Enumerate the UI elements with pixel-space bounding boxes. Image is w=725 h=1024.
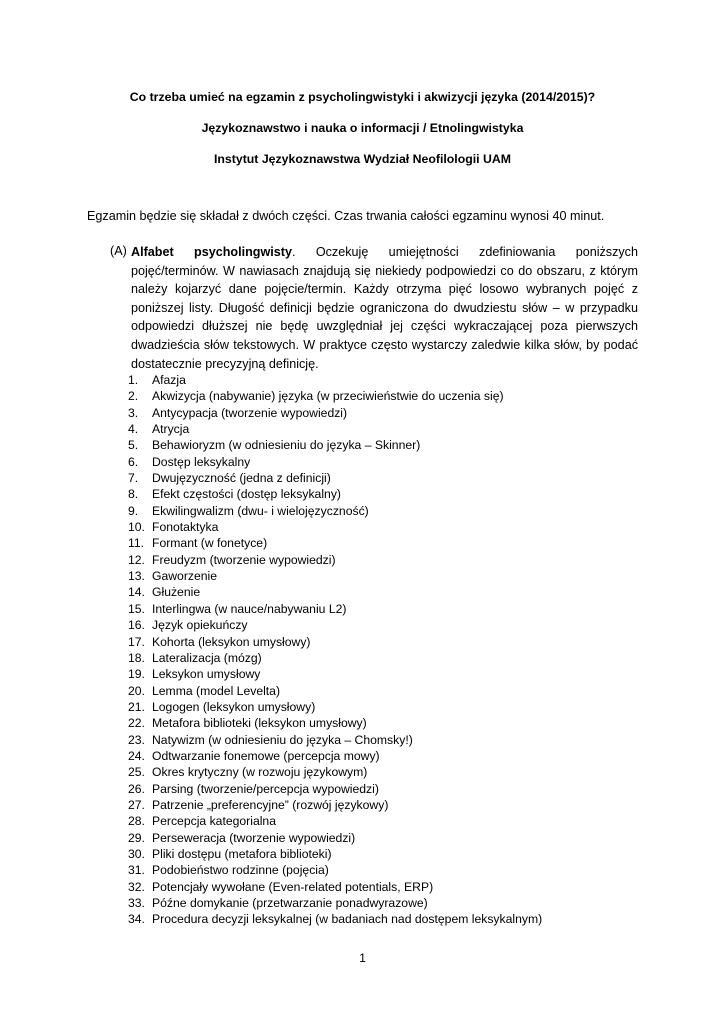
list-item-text: Głużenie [152, 585, 201, 600]
list-item-text: Procedura decyzji leksykalnej (w badaniach nad dostępem leksykalnym) [152, 912, 543, 927]
list-item-number: 16. [128, 618, 145, 633]
list-item-number: 29. [128, 830, 145, 845]
list-item-text: Formant (w fonetyce) [152, 536, 268, 551]
section-a-marker: (A) [110, 244, 127, 258]
list-item-number: 1. [128, 373, 139, 387]
list-item-number: 9. [128, 503, 139, 518]
list-item-text: Perseweracja (tworzenie wypowiedzi) [152, 830, 356, 845]
list-item-number: 26. [128, 781, 145, 796]
list-item-number: 18. [128, 650, 145, 665]
list-item-text: Odtwarzanie fonemowe (percepcja mowy) [152, 748, 380, 763]
list-item-number: 27. [128, 797, 145, 812]
list-item-number: 23. [128, 732, 145, 747]
list-item-number: 13. [128, 569, 145, 584]
list-item-number: 25. [128, 765, 145, 780]
list-item-text: Ekwilingwalizm (dwu- i wielojęzyczność) [152, 503, 369, 518]
list-item-number: 20. [128, 683, 145, 698]
intro-paragraph: Egzamin będzie się składał z dwóch części. Czas trwania całości egzaminu wynosi 40 minut. [87, 209, 605, 223]
list-item-text: Dwujęzyczność (jedna z definicji) [152, 471, 331, 486]
list-item-number: 22. [128, 716, 145, 731]
list-item-number: 32. [128, 879, 145, 894]
list-item-number: 5. [128, 438, 139, 453]
list-item-number: 6. [128, 454, 139, 469]
list-item-text: Lateralizacja (mózg) [152, 650, 262, 665]
list-item-number: 15. [128, 601, 145, 616]
list-item-text: Gaworzenie [152, 569, 218, 584]
program-name: Językoznawstwo i nauka o informacji / Etnolingwistyka [201, 121, 524, 135]
list-item-text: Percepcja kategorialna [152, 814, 276, 829]
list-item-number: 31. [128, 863, 145, 878]
list-item-number: 30. [128, 846, 145, 861]
list-item-text: Język opiekuńczy [152, 618, 248, 633]
list-item-number: 28. [128, 814, 145, 829]
list-item-text: Okres krytyczny (w rozwoju językowym) [152, 765, 368, 780]
list-item-number: 17. [128, 634, 145, 649]
list-item-text: Behawioryzm (w odniesieniu do języka – Skinner) [152, 438, 421, 453]
list-item-text: Interlingwa (w nauce/nabywaniu L2) [152, 601, 347, 616]
list-item-text: Fonotaktyka [152, 520, 219, 535]
list-item-number: 4. [128, 422, 139, 437]
list-item-number: 3. [128, 405, 139, 420]
list-item-number: 2. [128, 389, 139, 404]
list-item-text: Freudyzm (tworzenie wypowiedzi) [152, 552, 336, 567]
list-item-text: Dostęp leksykalny [152, 454, 251, 469]
list-item-text: Antycypacja (tworzenie wypowiedzi) [152, 405, 348, 420]
list-item-number: 24. [128, 748, 145, 763]
list-item-number: 33. [128, 896, 145, 910]
list-item-text: Kohorta (leksykon umysłowy) [152, 634, 311, 649]
list-item-number: 19. [128, 667, 145, 682]
list-item-text: Afazja [152, 373, 186, 387]
list-item-text: Natywizm (w odniesieniu do języka – Chomsky!) [152, 732, 413, 747]
list-item-text: Logogen (leksykon umysłowy) [152, 699, 316, 714]
list-item-number: 11. [128, 536, 145, 551]
list-item-text: Akwizycja (nabywanie) języka (w przeciwieństwie do uczenia się) [152, 389, 504, 404]
list-item-text: Pliki dostępu (metafora biblioteki) [152, 846, 332, 861]
list-item-text: Atrycja [152, 422, 190, 437]
list-item-text: Późne domykanie (przetwarzanie ponadwyrazowe) [152, 896, 428, 910]
list-item-number: 10. [128, 520, 145, 535]
section-a-title: Alfabet psycholingwisty [131, 245, 292, 259]
section-a-paragraph [131, 243, 638, 373]
page-number: 1 [359, 951, 366, 965]
list-item-number: 34. [128, 912, 145, 927]
list-item-text: Efekt częstości (dostęp leksykalny) [152, 487, 341, 502]
list-item-number: 12. [128, 552, 145, 567]
list-item-text: Podobieństwo rodzinne (pojęcia) [152, 863, 329, 878]
list-item-text: Metafora biblioteki (leksykon umysłowy) [152, 716, 367, 731]
list-item-text: Parsing (tworzenie/percepcja wypowiedzi) [152, 781, 379, 796]
list-item-number: 21. [128, 699, 145, 714]
list-item-text: Patrzenie „preferencyjne” (rozwój językowy) [152, 797, 389, 812]
document-title: Co trzeba umieć na egzamin z psycholingwistyki i akwizycji języka (2014/2015)? [129, 90, 596, 104]
list-item-number: 14. [128, 585, 145, 600]
section-a-body: . Oczekuję umiejętności zdefiniowania poniższych pojęć/terminów. W nawiasach znajdują się niekiedy podpowiedzi co do obszaru, z którym należy kojarzyć dane pojęcie/termin. Każdy otrzyma pięć losowo wybranych pojęć z poniższej listy. Długość definicji będzie ograniczona do dwudziestu słów – w przypadku odpowiedzi dłuższej nie będę uwzględniał jej części wykraczającej poza pierwszych dwadzieścia słów tekstowych. W praktyce często wystarczy zaledwie kilka słów, by podać dostatecznie precyzyjną definicję. [131, 245, 638, 371]
list-item-text: Lemma (model Levelta) [152, 683, 281, 698]
list-item-number: 8. [128, 487, 139, 502]
list-item-text: Potencjały wywołane (Even-related potentials, ERP) [152, 879, 434, 894]
institute-name: Instytut Językoznawstwa Wydział Neofilologii UAM [214, 152, 511, 166]
list-item-text: Leksykon umysłowy [152, 667, 261, 682]
list-item-number: 7. [128, 471, 139, 486]
